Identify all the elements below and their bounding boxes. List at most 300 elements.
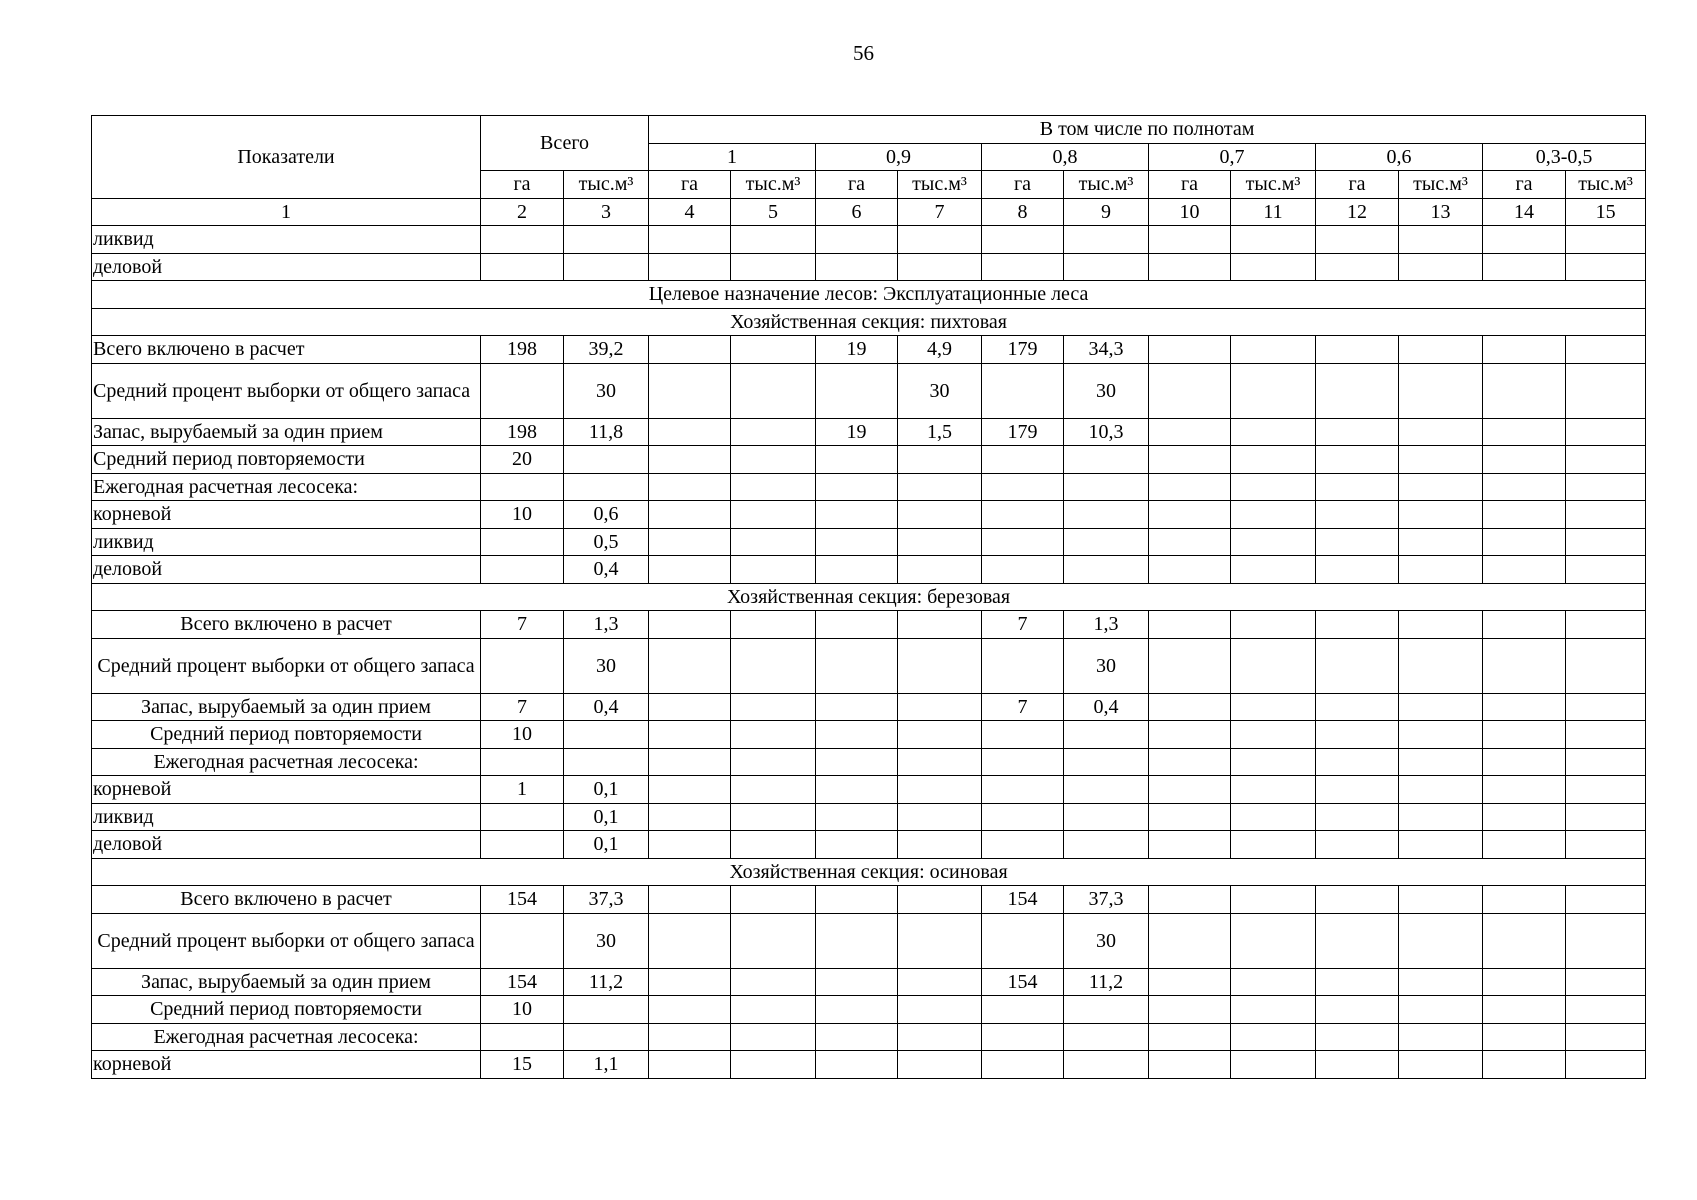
- data-cell: [898, 803, 982, 831]
- table-row: [92, 363, 1646, 418]
- column-number: 13: [1399, 198, 1483, 226]
- data-cell: [1316, 693, 1399, 721]
- data-cell: [1316, 803, 1399, 831]
- data-cell: [1149, 886, 1231, 914]
- data-cell: [649, 528, 731, 556]
- data-cell: [481, 748, 564, 776]
- data-cell: [982, 446, 1064, 474]
- data-cell: [649, 226, 731, 254]
- data-cell: [731, 556, 816, 584]
- column-number: 5: [731, 198, 816, 226]
- data-cell: 30: [1064, 638, 1149, 693]
- data-cell: [1566, 418, 1646, 446]
- data-cell: 7: [481, 693, 564, 721]
- data-cell: [649, 776, 731, 804]
- row-label: деловой: [92, 556, 481, 584]
- data-cell: [1566, 638, 1646, 693]
- data-cell: 34,3: [1064, 336, 1149, 364]
- forest-harvest-table: [91, 115, 1646, 1079]
- data-cell: [898, 556, 982, 584]
- data-cell: [1483, 473, 1566, 501]
- data-cell: [816, 446, 898, 474]
- data-cell: [1316, 831, 1399, 859]
- data-cell: 1: [481, 776, 564, 804]
- data-cell: [731, 776, 816, 804]
- data-cell: [1316, 1051, 1399, 1079]
- column-number: 7: [898, 198, 982, 226]
- density-header: 0,6: [1316, 143, 1483, 171]
- data-cell: 37,3: [564, 886, 649, 914]
- data-cell: [1149, 913, 1231, 968]
- data-cell: [1149, 831, 1231, 859]
- data-cell: [1483, 968, 1566, 996]
- data-cell: [564, 1023, 649, 1051]
- data-cell: [731, 363, 816, 418]
- data-cell: [1316, 446, 1399, 474]
- data-cell: [1149, 638, 1231, 693]
- data-cell: 7: [982, 693, 1064, 721]
- data-cell: [731, 418, 816, 446]
- data-cell: [1149, 528, 1231, 556]
- data-cell: 10,3: [1064, 418, 1149, 446]
- column-number: 11: [1231, 198, 1316, 226]
- data-cell: 198: [481, 418, 564, 446]
- row-label: ликвид: [92, 528, 481, 556]
- data-cell: [1316, 996, 1399, 1024]
- table-row: [92, 253, 1646, 281]
- data-cell: [1231, 336, 1316, 364]
- data-cell: [564, 226, 649, 254]
- data-cell: [1316, 418, 1399, 446]
- table-row: [92, 556, 1646, 584]
- data-cell: [898, 253, 982, 281]
- data-cell: [1399, 721, 1483, 749]
- data-cell: [1399, 446, 1483, 474]
- purpose-row-title: Целевое назначение лесов: Эксплуатационные леса: [92, 281, 1646, 309]
- table-row: [92, 336, 1646, 364]
- row-label: ликвид: [92, 803, 481, 831]
- data-cell: [1399, 1051, 1483, 1079]
- data-cell: [481, 1023, 564, 1051]
- data-cell: [1399, 776, 1483, 804]
- data-cell: [1566, 611, 1646, 639]
- data-cell: [898, 693, 982, 721]
- data-cell: [1566, 556, 1646, 584]
- data-cell: [649, 721, 731, 749]
- data-cell: [816, 776, 898, 804]
- data-cell: [1483, 803, 1566, 831]
- data-cell: 37,3: [1064, 886, 1149, 914]
- data-cell: [481, 913, 564, 968]
- data-cell: [481, 253, 564, 281]
- table-row: [92, 473, 1646, 501]
- data-cell: 11,2: [564, 968, 649, 996]
- data-cell: [1149, 418, 1231, 446]
- data-cell: [898, 721, 982, 749]
- data-cell: [1566, 446, 1646, 474]
- data-cell: 11,8: [564, 418, 649, 446]
- data-cell: 154: [481, 886, 564, 914]
- data-cell: 198: [481, 336, 564, 364]
- data-cell: [898, 748, 982, 776]
- data-cell: [1231, 803, 1316, 831]
- data-cell: [982, 226, 1064, 254]
- data-cell: 0,5: [564, 528, 649, 556]
- data-cell: [1149, 996, 1231, 1024]
- table-row: [92, 721, 1646, 749]
- data-cell: [1064, 776, 1149, 804]
- data-cell: [1399, 803, 1483, 831]
- data-cell: [1566, 831, 1646, 859]
- data-cell: [1566, 1023, 1646, 1051]
- data-cell: [816, 1023, 898, 1051]
- data-cell: 0,1: [564, 776, 649, 804]
- data-cell: [982, 473, 1064, 501]
- data-cell: [1231, 638, 1316, 693]
- data-cell: [1399, 831, 1483, 859]
- table-row: [92, 446, 1646, 474]
- unit-ha-header: га: [982, 171, 1064, 199]
- data-cell: [1483, 446, 1566, 474]
- data-cell: 1,1: [564, 1051, 649, 1079]
- row-label: Всего включено в расчет: [92, 611, 481, 639]
- data-cell: [1231, 721, 1316, 749]
- data-cell: [1064, 226, 1149, 254]
- table-row: [92, 501, 1646, 529]
- data-cell: [1566, 528, 1646, 556]
- table-row: [92, 996, 1646, 1024]
- data-cell: [1399, 968, 1483, 996]
- row-label: Средний процент выборки от общего запаса: [92, 638, 481, 693]
- data-cell: [1566, 226, 1646, 254]
- data-cell: 30: [564, 363, 649, 418]
- data-cell: [898, 1051, 982, 1079]
- data-cell: [1483, 1051, 1566, 1079]
- data-cell: [816, 693, 898, 721]
- data-cell: [649, 501, 731, 529]
- data-cell: 7: [481, 611, 564, 639]
- data-cell: [1231, 473, 1316, 501]
- data-cell: [649, 831, 731, 859]
- data-cell: [1566, 1051, 1646, 1079]
- data-cell: [816, 363, 898, 418]
- data-cell: [1399, 226, 1483, 254]
- data-cell: [816, 996, 898, 1024]
- data-cell: [816, 913, 898, 968]
- data-cell: 39,2: [564, 336, 649, 364]
- data-cell: 0,1: [564, 803, 649, 831]
- data-cell: [731, 638, 816, 693]
- data-cell: [1231, 968, 1316, 996]
- purpose-row: [92, 281, 1646, 309]
- data-cell: [1483, 721, 1566, 749]
- table-row: [92, 968, 1646, 996]
- column-number-row: [92, 198, 1646, 226]
- data-cell: [1399, 638, 1483, 693]
- table-row: [92, 418, 1646, 446]
- data-cell: [982, 363, 1064, 418]
- column-number: 4: [649, 198, 731, 226]
- data-cell: 4,9: [898, 336, 982, 364]
- data-cell: [1566, 721, 1646, 749]
- data-cell: 154: [982, 886, 1064, 914]
- table-row: [92, 803, 1646, 831]
- data-cell: [1316, 501, 1399, 529]
- data-cell: [1316, 556, 1399, 584]
- data-cell: 0,6: [564, 501, 649, 529]
- data-cell: [731, 253, 816, 281]
- column-number: 8: [982, 198, 1064, 226]
- data-cell: [1399, 418, 1483, 446]
- data-cell: [982, 831, 1064, 859]
- data-cell: [1231, 748, 1316, 776]
- density-header: 0,3-0,5: [1483, 143, 1646, 171]
- data-cell: 0,4: [564, 556, 649, 584]
- table-row: [92, 831, 1646, 859]
- data-cell: [1064, 803, 1149, 831]
- data-cell: [982, 721, 1064, 749]
- data-cell: [731, 226, 816, 254]
- table-row: [92, 913, 1646, 968]
- data-cell: [1231, 831, 1316, 859]
- data-cell: [1149, 748, 1231, 776]
- row-label: Средний процент выборки от общего запаса: [92, 363, 481, 418]
- data-cell: [1064, 473, 1149, 501]
- data-cell: [1566, 913, 1646, 968]
- data-cell: [1231, 363, 1316, 418]
- row-label: Запас, вырубаемый за один прием: [92, 693, 481, 721]
- data-cell: [816, 253, 898, 281]
- data-cell: [1231, 501, 1316, 529]
- column-number: 1: [92, 198, 481, 226]
- unit-ha-header: га: [1483, 171, 1566, 199]
- data-cell: [564, 473, 649, 501]
- data-cell: [898, 611, 982, 639]
- density-header: 0,8: [982, 143, 1149, 171]
- data-cell: [1566, 253, 1646, 281]
- data-cell: [731, 1051, 816, 1079]
- data-cell: [1316, 968, 1399, 996]
- table-row: [92, 611, 1646, 639]
- table-row: [92, 528, 1646, 556]
- data-cell: 19: [816, 336, 898, 364]
- data-cell: [816, 748, 898, 776]
- data-cell: 0,1: [564, 831, 649, 859]
- data-cell: [898, 528, 982, 556]
- data-cell: [1149, 556, 1231, 584]
- data-cell: [649, 996, 731, 1024]
- section-row-title: Хозяйственная секция: пихтовая: [92, 308, 1646, 336]
- data-cell: [1149, 363, 1231, 418]
- data-cell: [816, 611, 898, 639]
- table-row: [92, 886, 1646, 914]
- section-row: [92, 308, 1646, 336]
- data-cell: [1231, 1051, 1316, 1079]
- data-cell: [1316, 363, 1399, 418]
- data-cell: 179: [982, 336, 1064, 364]
- data-cell: [649, 611, 731, 639]
- unit-volume-header: тыс.м³: [1566, 171, 1646, 199]
- column-number: 9: [1064, 198, 1149, 226]
- data-cell: [1149, 446, 1231, 474]
- data-cell: [1316, 638, 1399, 693]
- data-cell: [481, 803, 564, 831]
- data-cell: 10: [481, 996, 564, 1024]
- row-label: Ежегодная расчетная лесосека:: [92, 1023, 481, 1051]
- data-cell: [816, 226, 898, 254]
- data-cell: [1483, 226, 1566, 254]
- data-cell: [649, 886, 731, 914]
- data-cell: [1399, 611, 1483, 639]
- data-cell: [1483, 363, 1566, 418]
- data-cell: [564, 996, 649, 1024]
- unit-ha-header: га: [1149, 171, 1231, 199]
- table-row: [92, 693, 1646, 721]
- data-cell: [481, 528, 564, 556]
- density-header: 0,7: [1149, 143, 1316, 171]
- row-label: Ежегодная расчетная лесосека:: [92, 748, 481, 776]
- data-cell: [1316, 473, 1399, 501]
- row-label: деловой: [92, 831, 481, 859]
- data-cell: [649, 693, 731, 721]
- data-cell: [1316, 336, 1399, 364]
- column-number: 14: [1483, 198, 1566, 226]
- data-cell: 30: [564, 638, 649, 693]
- data-cell: [816, 831, 898, 859]
- data-cell: [481, 831, 564, 859]
- data-cell: [731, 748, 816, 776]
- data-cell: [649, 336, 731, 364]
- data-cell: [1483, 831, 1566, 859]
- data-cell: [816, 501, 898, 529]
- data-cell: [1316, 1023, 1399, 1051]
- data-cell: [898, 886, 982, 914]
- data-cell: [1231, 226, 1316, 254]
- data-cell: [564, 748, 649, 776]
- unit-volume-header: тыс.м³: [898, 171, 982, 199]
- unit-volume-header: тыс.м³: [1064, 171, 1149, 199]
- data-cell: [1483, 638, 1566, 693]
- table-row: [92, 748, 1646, 776]
- data-cell: [898, 446, 982, 474]
- data-cell: [731, 968, 816, 996]
- page-number: 56: [853, 41, 874, 65]
- data-cell: [1149, 611, 1231, 639]
- column-number: 2: [481, 198, 564, 226]
- data-cell: [731, 886, 816, 914]
- row-label: Средний период повторяемости: [92, 721, 481, 749]
- data-cell: [649, 418, 731, 446]
- data-cell: [898, 226, 982, 254]
- unit-ha-header: га: [649, 171, 731, 199]
- data-cell: [982, 1051, 1064, 1079]
- data-cell: [1566, 748, 1646, 776]
- table-row: [92, 1051, 1646, 1079]
- data-cell: [1149, 473, 1231, 501]
- data-cell: 179: [982, 418, 1064, 446]
- data-cell: [1316, 611, 1399, 639]
- data-cell: [1483, 611, 1566, 639]
- data-cell: [1064, 253, 1149, 281]
- data-cell: [649, 1023, 731, 1051]
- data-cell: [816, 638, 898, 693]
- data-cell: [481, 363, 564, 418]
- data-cell: [1316, 226, 1399, 254]
- header-total: Всего: [481, 116, 649, 171]
- data-cell: 20: [481, 446, 564, 474]
- data-cell: [1231, 528, 1316, 556]
- unit-ha-header: га: [481, 171, 564, 199]
- data-cell: [481, 473, 564, 501]
- data-cell: [1399, 253, 1483, 281]
- data-cell: [731, 446, 816, 474]
- data-cell: [1149, 721, 1231, 749]
- column-number: 12: [1316, 198, 1399, 226]
- data-cell: [1231, 886, 1316, 914]
- data-cell: [1483, 528, 1566, 556]
- data-cell: [731, 528, 816, 556]
- data-cell: 19: [816, 418, 898, 446]
- row-label: корневой: [92, 501, 481, 529]
- data-cell: [1483, 253, 1566, 281]
- data-cell: [649, 748, 731, 776]
- data-cell: 0,4: [1064, 693, 1149, 721]
- data-cell: [1064, 748, 1149, 776]
- data-cell: 7: [982, 611, 1064, 639]
- data-cell: [1064, 996, 1149, 1024]
- data-cell: [816, 968, 898, 996]
- data-cell: [649, 803, 731, 831]
- data-cell: 30: [1064, 363, 1149, 418]
- data-cell: [481, 638, 564, 693]
- data-cell: [649, 1051, 731, 1079]
- data-cell: 154: [982, 968, 1064, 996]
- data-cell: [1316, 776, 1399, 804]
- data-cell: [1149, 501, 1231, 529]
- section-row-title: Хозяйственная секция: осиновая: [92, 858, 1646, 886]
- data-cell: [1566, 886, 1646, 914]
- data-cell: [1566, 473, 1646, 501]
- data-cell: [1316, 886, 1399, 914]
- data-cell: [731, 336, 816, 364]
- unit-volume-header: тыс.м³: [1231, 171, 1316, 199]
- data-cell: [1566, 693, 1646, 721]
- data-cell: [982, 913, 1064, 968]
- data-cell: 15: [481, 1051, 564, 1079]
- data-cell: 154: [481, 968, 564, 996]
- data-cell: [1231, 611, 1316, 639]
- table-row: [92, 776, 1646, 804]
- data-cell: [1231, 913, 1316, 968]
- data-cell: [1566, 501, 1646, 529]
- data-cell: [1399, 473, 1483, 501]
- data-cell: 30: [1064, 913, 1149, 968]
- data-cell: [1483, 776, 1566, 804]
- data-cell: [1483, 556, 1566, 584]
- table-row: [92, 638, 1646, 693]
- data-cell: 1,5: [898, 418, 982, 446]
- data-cell: [982, 748, 1064, 776]
- data-cell: [1149, 253, 1231, 281]
- table-row: [92, 1023, 1646, 1051]
- data-cell: [1483, 996, 1566, 1024]
- row-label: Ежегодная расчетная лесосека:: [92, 473, 481, 501]
- data-cell: [1483, 501, 1566, 529]
- row-label: Всего включено в расчет: [92, 886, 481, 914]
- data-cell: [731, 803, 816, 831]
- row-label: Средний процент выборки от общего запаса: [92, 913, 481, 968]
- data-cell: [982, 996, 1064, 1024]
